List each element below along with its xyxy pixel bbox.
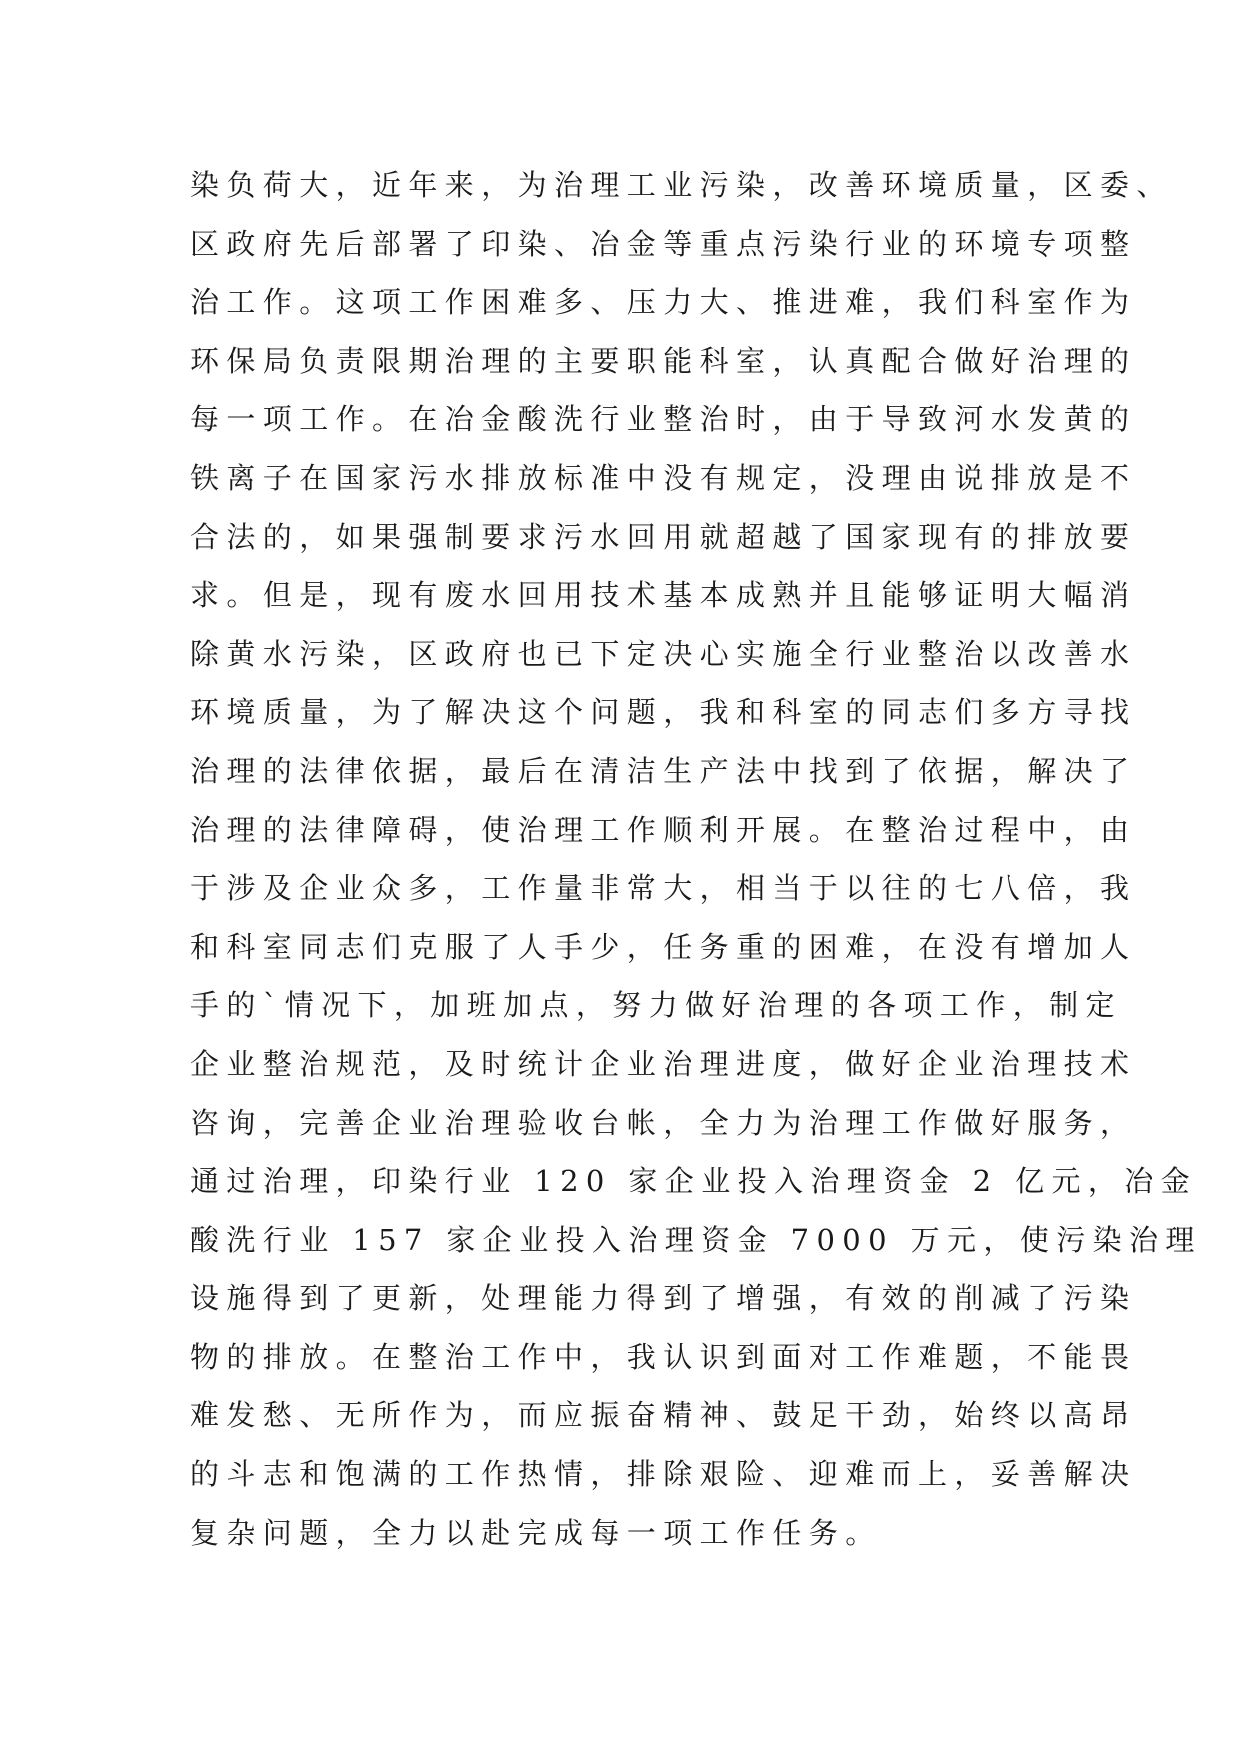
text-line: 于涉及企业众多，工作量非常大，相当于以往的七八倍，我 [190,871,1137,906]
text-line: 通过治理，印染行业 120 家企业投入治理资金 2 亿元，冶金 [190,1164,1198,1199]
text-line: 难发愁、无所作为，而应振奋精神、鼓足干劲，始终以高昂 [190,1398,1137,1433]
text-line: 环保局负责限期治理的主要职能科室，认真配合做好治理的 [190,343,1137,378]
text-line: 除黄水污染，区政府也已下定决心实施全行业整治以改善水 [190,636,1137,671]
text-line: 治理的法律障碍，使治理工作顺利开展。在整治过程中，由 [190,812,1137,847]
text-line: 合法的，如果强制要求污水回用就超越了国家现有的排放要 [190,519,1137,554]
text-line: 酸洗行业 157 家企业投入治理资金 7000 万元，使污染治理 [190,1222,1202,1257]
text-line: 手的`情况下，加班加点，努力做好治理的各项工作，制定 [190,988,1122,1023]
text-line: 的斗志和饱满的工作热情，排除艰险、迎难而上，妥善解决 [190,1457,1137,1492]
text-line: 求。但是，现有废水回用技术基本成熟并且能够证明大幅消 [190,578,1137,613]
text-line: 区政府先后部署了印染、冶金等重点污染行业的环境专项整 [190,226,1137,261]
text-line: 咨询，完善企业治理验收台帐，全力为治理工作做好服务， [190,1105,1137,1140]
text-line: 设施得到了更新，处理能力得到了增强，有效的削减了污染 [190,1281,1137,1316]
text-line: 和科室同志们克服了人手少，任务重的困难，在没有增加人 [190,929,1137,964]
text-line: 物的排放。在整治工作中，我认识到面对工作难题，不能畏 [190,1339,1137,1374]
text-line: 环境质量，为了解决这个问题，我和科室的同志们多方寻找 [190,695,1137,730]
text-line: 治理的法律依据，最后在清洁生产法中找到了依据，解决了 [190,753,1137,788]
text-line: 治工作。这项工作困难多、压力大、推进难，我们科室作为 [190,285,1137,320]
body-paragraph [190,156,1202,1562]
text-line: 复杂问题，全力以赴完成每一项工作任务。 [190,1515,882,1550]
text-line: 每一项工作。在冶金酸洗行业整治时，由于导致河水发黄的 [190,402,1137,437]
text-line: 染负荷大，近年来，为治理工业污染，改善环境质量，区委、 [190,168,1173,202]
text-line: 企业整治规范，及时统计企业治理进度，做好企业治理技术 [190,1046,1137,1081]
text-line: 铁离子在国家污水排放标准中没有规定，没理由说排放是不 [190,460,1137,495]
